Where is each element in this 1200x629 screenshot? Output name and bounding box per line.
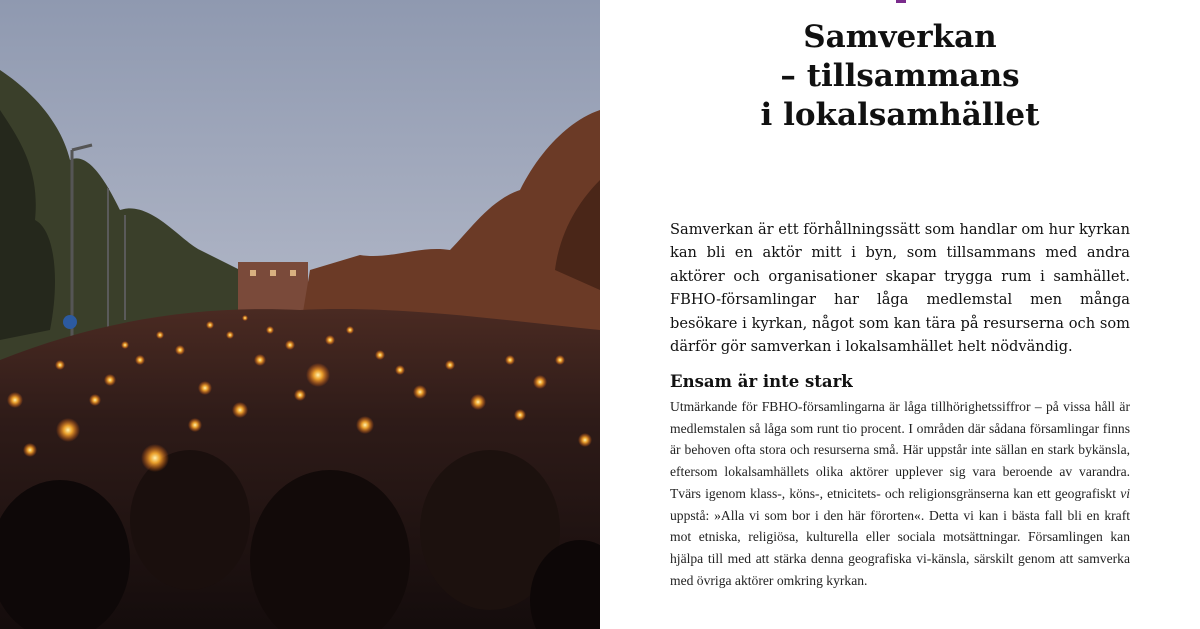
body-italic-word: vi [1120,485,1130,501]
body-text-end: uppstå: »Alla vi som bor i den här förorten«. Detta vi kan i bästa fall bli en kraft mot etniska, religiösa, kulturella eller sociala motsättningar. Församlingen kan hjälpa till med att stärka denna geografiska vi-känsla, särskilt genom att samverka med övriga aktörer omkring kyrkan. [670,507,1130,588]
building-window [270,270,276,276]
title-line: Samverkan [803,19,997,55]
building-window [250,270,256,276]
page-title [600,18,1200,135]
body-text-start: Utmärkande för FBHO-församlingarna är låga tillhörighetssiffror – på vissa håll är medlemstalen så låga som runt tio procent. I områden där sådana församlingar finns är behoven ofta stora och resurserna små. Här uppstår inte sällan en stark bykänsla, eftersom lokalsamhällets olika aktörer upplever sig vara beroende av varandra. Tvärs igenom klass-, köns-, etnicitets- och religionsgränserna kan ett geografiskt [670,399,1130,501]
road-sign [63,315,77,329]
title-line: – tillsammans [780,58,1020,94]
accent-mark [896,0,906,3]
distant-building [238,262,308,312]
section-heading: Ensam är inte stark [670,372,853,391]
foreground-head [130,450,250,590]
intro-paragraph: Samverkan är ett förhållningssätt som handlar om hur kyrkan kan bli en aktör mitt i byn, som tillsammans med andra aktörer och organisationer skapar trygga rum i samhället. FBHO-församlingar har låga medlemstal men många besökare i kyrkan, något som kan tära på resurserna och som därför gör samverkan i lokalsamhället helt nödvändig. [670,221,1131,356]
text-page [600,0,1200,629]
body-paragraph [670,396,1130,591]
title-line: i lokalsamhället [760,97,1040,133]
building-window [290,270,296,276]
